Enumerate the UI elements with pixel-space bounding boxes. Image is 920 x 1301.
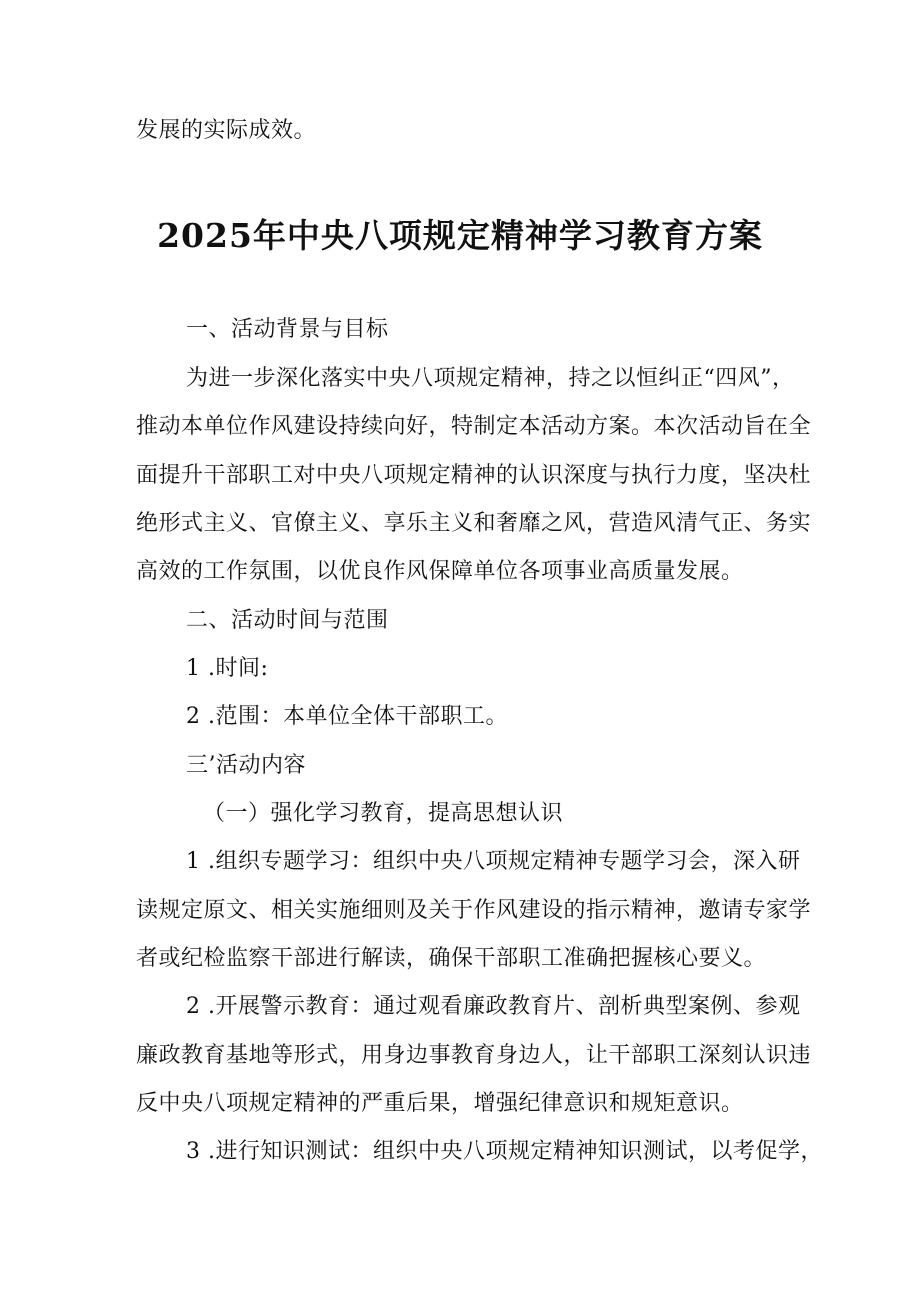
document-title: 2025年中央八项规定精神学习教育方案 — [157, 216, 763, 255]
section-1-heading: 一、活动背景与目标 — [186, 317, 389, 342]
section-1-paragraph-line: 面提升干部职工对中央八项规定精神的认识深度与执行力度，坚决杜 — [136, 463, 812, 488]
continuation-text: 发展的实际成效。 — [136, 118, 317, 143]
section-3-item-2-line: 反中央八项规定精神的严重后果，增强纪律意识和规矩意识。 — [136, 1091, 744, 1116]
section-1-paragraph-line: 推动本单位作风建设持续向好，特制定本活动方案。本次活动旨在全 — [136, 414, 812, 439]
section-3-item-1-line: 者或纪检监察干部进行解读，确保干部职工准确把握核心要义。 — [136, 946, 767, 971]
section-3-item-3-line: 3 .进行知识测试：组织中央八项规定精神知识测试，以考促学， — [186, 1139, 823, 1164]
section-2-item-time: 1 .时间: — [186, 656, 269, 681]
section-1-paragraph-line: 绝形式主义、官僚主义、享乐主义和奢靡之风，营造风清气正、务实 — [136, 511, 812, 536]
section-3-item-2-line: 2 .开展警示教育：通过观看廉政教育片、剖析典型案例、参观 — [186, 994, 801, 1019]
section-3-item-2-line: 廉政教育基地等形式，用身边事教育身边人，让干部职工深刻认识违 — [136, 1043, 812, 1068]
section-3-item-1-line: 1 .组织专题学习：组织中央八项规定精神专题学习会，深入研 — [186, 849, 801, 874]
section-3-subheading: （一）强化学习教育，提高思想认识 — [203, 801, 564, 826]
section-2-item-scope: 2 .范围：本单位全体干部职工。 — [186, 704, 508, 729]
section-2-heading: 二、活动时间与范围 — [186, 608, 389, 633]
section-1-paragraph-line: 为进一步深化落实中央八项规定精神，持之以恒纠正“四风”， — [186, 366, 795, 391]
section-3-heading: 三’活动内容 — [186, 753, 306, 778]
section-3-item-1-line: 读规定原文、相关实施细则及关于作风建设的指示精神，邀请专家学 — [136, 898, 812, 923]
section-1-paragraph-line: 高效的工作氛围，以优良作风保障单位各项事业高质量发展。 — [136, 559, 744, 584]
